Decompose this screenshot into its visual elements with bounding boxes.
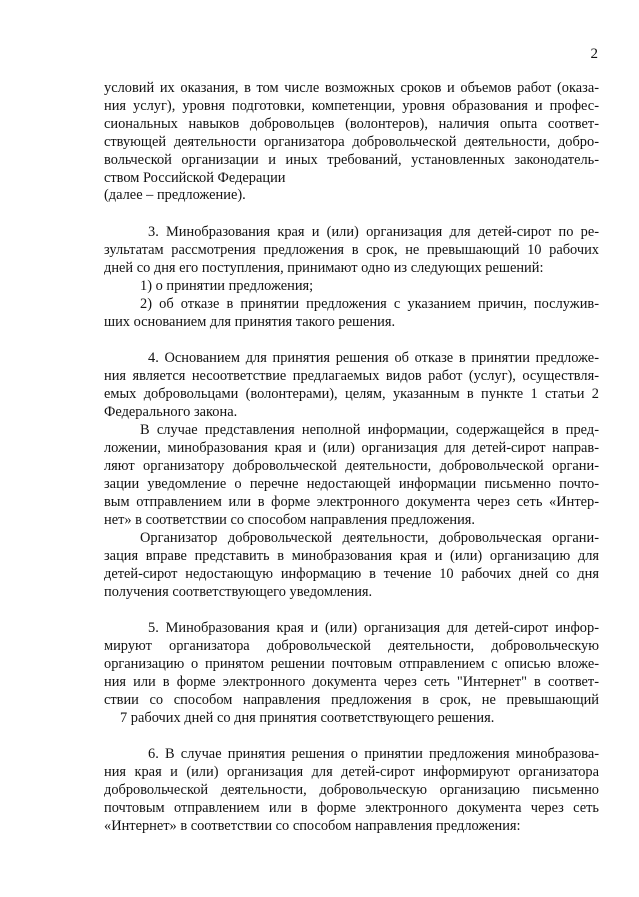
text-line: дней со дня его поступления, принимают одно из следующих решений: — [104, 260, 544, 276]
text-line: (далее – предложение). — [104, 187, 246, 203]
text-line: детей-сирот недостающую информацию в течение 10 рабочих дней со дня — [104, 566, 599, 582]
text-line: ствии со способом направления предложения в срок, не превышающий — [104, 692, 599, 708]
text-line: ством Российской Федерации — [104, 170, 286, 186]
text-line: сиональных навыков добровольцев (волонтеров), наличия опыта соответ- — [104, 116, 599, 132]
text-line: 3. Минобразования края и (или) организация для детей-сирот по ре- — [148, 224, 599, 240]
text-line: 5. Минобразования края и (или) организация для детей-сирот инфор- — [148, 620, 599, 636]
text-line: зации уведомление о перечне недостающей информации письменно почто- — [104, 476, 599, 492]
text-line: мируют организатора добровольческой деятельности, добровольческую — [104, 638, 599, 654]
text-line: получения соответствующего уведомления. — [104, 584, 373, 600]
text-line: почтовым отправлением или в форме электронного документа через сеть — [104, 800, 599, 816]
text-line: ляют организатору добровольческой деятельности, добровольческой органи- — [104, 458, 599, 474]
text-line: условий их оказания, в том числе возможных сроков и объемов работ (оказа- — [104, 80, 599, 96]
text-line: зация вправе представить в минобразования края и (или) организацию для — [104, 548, 599, 564]
text-line: вым отправлением или в форме электронного документа через сеть «Интер- — [104, 494, 599, 510]
text-line: 1) о принятии предложения; — [140, 278, 314, 294]
text-line: ния края и (или) организация для детей-сирот информируют организатора — [104, 764, 599, 780]
text-line: зультатам рассмотрения предложения в срок, не превышающий 10 рабочих — [104, 242, 599, 258]
text-line: ствующей деятельности организатора добровольческой деятельности, добро- — [104, 134, 599, 150]
page-number: 2 — [590, 46, 598, 62]
text-line: Федерального закона. — [104, 404, 238, 420]
text-line: организацию о принятом решении почтовым отправлением с описью вложе- — [104, 656, 599, 672]
text-line: ния является несоответствие предлагаемых видов работ (услуг), осуществля- — [104, 368, 599, 384]
text-line: 7 рабочих дней со дня принятия соответствующего решения. — [120, 710, 495, 726]
text-line: 2) об отказе в принятии предложения с указанием причин, послужив- — [140, 296, 599, 312]
text-line: ния услуг), уровня подготовки, компетенции, уровня образования и профес- — [104, 98, 599, 114]
text-line: В случае представления неполной информации, содержащейся в пред- — [140, 422, 599, 438]
text-line: ния или в форме электронного документа через сеть "Интернет" в соответ- — [104, 674, 599, 690]
text-line: добровольческой деятельности, добровольческую организацию письменно — [104, 782, 599, 798]
text-line: ших основанием для принятия такого решения. — [104, 314, 396, 330]
text-line: нет» в соответствии со способом направления предложения. — [104, 512, 475, 528]
text-line: 6. В случае принятия решения о принятии предложения минобразова- — [148, 746, 599, 762]
text-line: вольческой организации и иных требований, установленных законодатель- — [104, 152, 599, 168]
text-line: ложении, минобразования края и (или) организация для детей-сирот направ- — [104, 440, 599, 456]
text-line: 4. Основанием для принятия решения об отказе в принятии предложе- — [148, 350, 599, 366]
text-line: Организатор добровольческой деятельности, добровольческая органи- — [140, 530, 599, 546]
text-line: емых добровольцами (волонтерами), целям, указанным в пункте 1 статьи 2 — [104, 386, 599, 402]
text-line: «Интернет» в соответствии со способом направления предложения: — [104, 818, 521, 834]
